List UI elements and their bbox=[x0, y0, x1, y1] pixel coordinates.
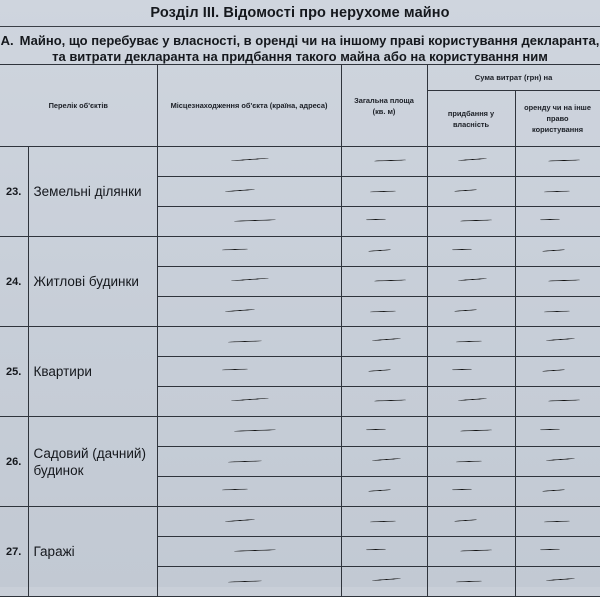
rent-cell[interactable] bbox=[515, 477, 600, 507]
handwritten-dash bbox=[366, 549, 386, 551]
purchase-cell[interactable] bbox=[427, 267, 515, 297]
purchase-cell[interactable] bbox=[427, 207, 515, 237]
handwritten-dash bbox=[460, 219, 492, 221]
subsection-line-2: та витрати декларанта на придбання такого майна або на користування ним bbox=[52, 49, 548, 64]
handwritten-dash bbox=[460, 549, 492, 551]
col-header-location: Місцезнаходження об'єкта (країна, адреса) bbox=[157, 65, 341, 147]
table-row bbox=[0, 147, 600, 177]
handwritten-dash bbox=[231, 278, 269, 282]
handwritten-dash bbox=[452, 249, 472, 251]
handwritten-dash bbox=[228, 460, 262, 462]
rent-cell[interactable] bbox=[515, 507, 600, 537]
handwritten-dash bbox=[454, 309, 477, 312]
table-row bbox=[0, 507, 600, 537]
handwritten-dash bbox=[456, 581, 482, 583]
handwritten-dash bbox=[458, 158, 487, 161]
rent-cell[interactable] bbox=[515, 447, 600, 477]
table-row bbox=[0, 237, 600, 267]
col-header-purchase: придбання у власність bbox=[427, 91, 515, 147]
handwritten-dash bbox=[368, 489, 391, 492]
handwritten-dash bbox=[366, 219, 386, 221]
col-header-objects: Перелік об'єктів bbox=[0, 65, 157, 147]
object-type-label: Квартири bbox=[28, 327, 157, 417]
area-cell[interactable] bbox=[341, 537, 427, 567]
object-type-label: Житлові будинки bbox=[28, 237, 157, 327]
handwritten-dash bbox=[456, 461, 482, 463]
handwritten-dash bbox=[225, 189, 255, 192]
purchase-cell[interactable] bbox=[427, 387, 515, 417]
subsection-line-1: Майно, що перебуває у власності, в оренді чи на іншому праві користування декларанта, bbox=[19, 33, 600, 48]
location-cell[interactable] bbox=[157, 417, 341, 447]
area-cell[interactable] bbox=[341, 207, 427, 237]
purchase-cell[interactable] bbox=[427, 507, 515, 537]
object-type-label: Садовий (дачний) будинок bbox=[28, 417, 157, 507]
handwritten-dash bbox=[366, 429, 386, 431]
subsection-heading bbox=[0, 33, 600, 65]
handwritten-dash bbox=[540, 549, 560, 551]
handwritten-dash bbox=[234, 549, 276, 551]
handwritten-dash bbox=[544, 311, 570, 313]
handwritten-dash bbox=[225, 519, 255, 522]
handwritten-dash bbox=[454, 189, 477, 192]
object-type-label: Гаражі bbox=[28, 507, 157, 597]
purchase-cell[interactable] bbox=[427, 147, 515, 177]
handwritten-dash bbox=[228, 340, 262, 342]
object-type-label: Земельні ділянки bbox=[28, 147, 157, 237]
rent-cell[interactable] bbox=[515, 267, 600, 297]
area-cell[interactable] bbox=[341, 267, 427, 297]
handwritten-dash bbox=[372, 458, 401, 461]
rent-cell[interactable] bbox=[515, 327, 600, 357]
handwritten-dash bbox=[542, 369, 565, 372]
handwritten-dash bbox=[452, 489, 472, 491]
handwritten-dash bbox=[544, 521, 570, 523]
handwritten-dash bbox=[368, 249, 391, 252]
handwritten-dash bbox=[370, 311, 396, 313]
table-row bbox=[0, 417, 600, 447]
location-cell[interactable] bbox=[157, 147, 341, 177]
handwritten-dash bbox=[454, 519, 477, 522]
purchase-cell[interactable] bbox=[427, 177, 515, 207]
location-cell[interactable] bbox=[157, 237, 341, 267]
location-cell[interactable] bbox=[157, 567, 341, 597]
purchase-cell[interactable] bbox=[427, 297, 515, 327]
row-number: 26. bbox=[0, 417, 28, 507]
location-cell[interactable] bbox=[157, 477, 341, 507]
col-header-expenses: Сума витрат (грн) на bbox=[427, 65, 600, 91]
row-number: 25. bbox=[0, 327, 28, 417]
rent-cell[interactable] bbox=[515, 147, 600, 177]
handwritten-dash bbox=[222, 489, 248, 491]
area-cell[interactable] bbox=[341, 327, 427, 357]
location-cell[interactable] bbox=[157, 537, 341, 567]
col-header-area: Загальна площа (кв. м) bbox=[341, 65, 427, 147]
handwritten-dash bbox=[546, 578, 575, 581]
location-cell[interactable] bbox=[157, 267, 341, 297]
rent-cell[interactable] bbox=[515, 387, 600, 417]
area-cell[interactable] bbox=[341, 177, 427, 207]
purchase-cell[interactable] bbox=[427, 447, 515, 477]
handwritten-dash bbox=[231, 158, 269, 162]
rent-cell[interactable] bbox=[515, 237, 600, 267]
purchase-cell[interactable] bbox=[427, 417, 515, 447]
location-cell[interactable] bbox=[157, 387, 341, 417]
area-cell[interactable] bbox=[341, 297, 427, 327]
handwritten-dash bbox=[222, 249, 248, 251]
location-cell[interactable] bbox=[157, 177, 341, 207]
handwritten-dash bbox=[548, 279, 580, 281]
section-title: Розділ III. Відомості про нерухоме майно bbox=[150, 5, 450, 21]
rent-cell[interactable] bbox=[515, 417, 600, 447]
purchase-cell[interactable] bbox=[427, 327, 515, 357]
purchase-cell[interactable] bbox=[427, 357, 515, 387]
handwritten-dash bbox=[540, 219, 560, 221]
area-cell[interactable] bbox=[341, 357, 427, 387]
handwritten-dash bbox=[222, 369, 248, 371]
handwritten-dash bbox=[374, 159, 406, 161]
location-cell[interactable] bbox=[157, 357, 341, 387]
handwritten-dash bbox=[452, 369, 472, 371]
handwritten-dash bbox=[458, 398, 487, 401]
handwritten-dash bbox=[228, 580, 262, 582]
area-cell[interactable] bbox=[341, 477, 427, 507]
rent-cell[interactable] bbox=[515, 207, 600, 237]
location-cell[interactable] bbox=[157, 447, 341, 477]
handwritten-dash bbox=[231, 398, 269, 402]
row-number: 24. bbox=[0, 237, 28, 327]
row-number: 27. bbox=[0, 507, 28, 597]
handwritten-dash bbox=[460, 429, 492, 431]
purchase-cell[interactable] bbox=[427, 537, 515, 567]
rent-cell[interactable] bbox=[515, 297, 600, 327]
real-estate-table bbox=[0, 64, 600, 597]
rent-cell[interactable] bbox=[515, 567, 600, 597]
handwritten-dash bbox=[374, 399, 406, 401]
purchase-cell[interactable] bbox=[427, 477, 515, 507]
rent-cell[interactable] bbox=[515, 537, 600, 567]
handwritten-dash bbox=[542, 249, 565, 252]
handwritten-dash bbox=[368, 369, 391, 372]
row-number: 23. bbox=[0, 147, 28, 237]
location-cell[interactable] bbox=[157, 207, 341, 237]
area-cell[interactable] bbox=[341, 147, 427, 177]
handwritten-dash bbox=[542, 489, 565, 492]
location-cell[interactable] bbox=[157, 507, 341, 537]
area-cell[interactable] bbox=[341, 387, 427, 417]
handwritten-dash bbox=[234, 429, 276, 431]
table-row bbox=[0, 327, 600, 357]
area-cell[interactable] bbox=[341, 567, 427, 597]
area-cell[interactable] bbox=[341, 507, 427, 537]
purchase-cell[interactable] bbox=[427, 567, 515, 597]
area-cell[interactable] bbox=[341, 417, 427, 447]
subsection-letter: А. bbox=[0, 33, 14, 48]
col-header-rent: оренду чи на інше право користування bbox=[515, 91, 600, 147]
area-cell[interactable] bbox=[341, 237, 427, 267]
handwritten-dash bbox=[548, 399, 580, 401]
handwritten-dash bbox=[234, 219, 276, 221]
rent-cell[interactable] bbox=[515, 357, 600, 387]
handwritten-dash bbox=[548, 159, 580, 161]
purchase-cell[interactable] bbox=[427, 237, 515, 267]
handwritten-dash bbox=[546, 338, 575, 341]
handwritten-dash bbox=[544, 191, 570, 193]
handwritten-dash bbox=[456, 341, 482, 343]
location-cell[interactable] bbox=[157, 327, 341, 357]
area-cell[interactable] bbox=[341, 447, 427, 477]
handwritten-dash bbox=[370, 191, 396, 193]
handwritten-dash bbox=[370, 521, 396, 523]
title-divider bbox=[0, 26, 600, 27]
location-cell[interactable] bbox=[157, 297, 341, 327]
handwritten-dash bbox=[540, 429, 560, 431]
handwritten-dash bbox=[374, 279, 406, 281]
handwritten-dash bbox=[546, 458, 575, 461]
handwritten-dash bbox=[225, 309, 255, 312]
handwritten-dash bbox=[372, 578, 401, 581]
rent-cell[interactable] bbox=[515, 177, 600, 207]
handwritten-dash bbox=[458, 278, 487, 281]
handwritten-dash bbox=[372, 338, 401, 341]
